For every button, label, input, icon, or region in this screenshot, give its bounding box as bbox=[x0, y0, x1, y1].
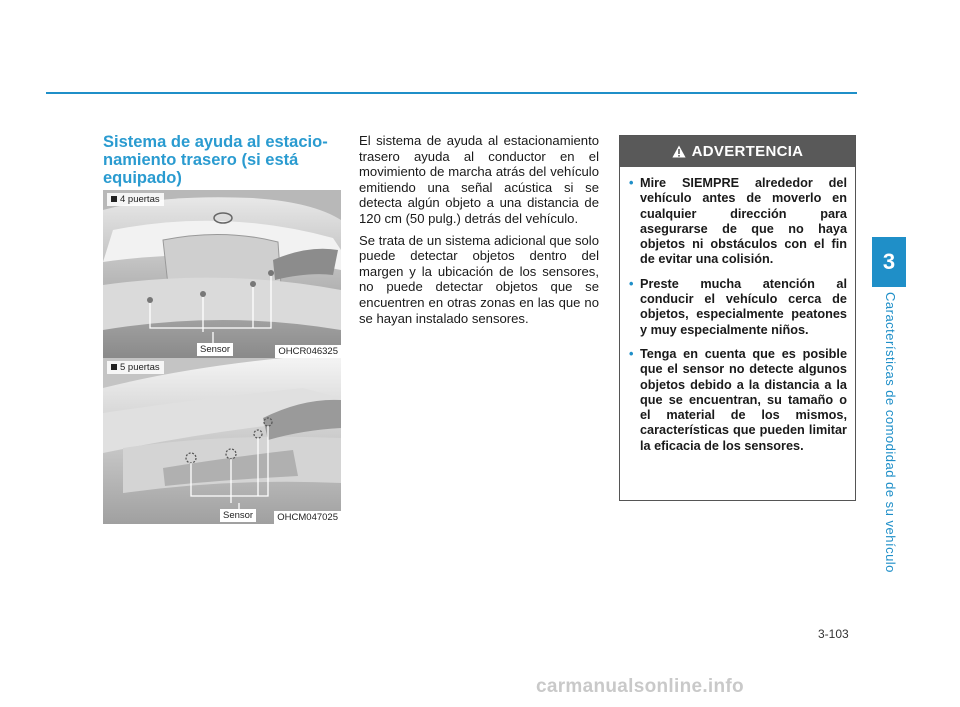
warning-triangle-icon bbox=[672, 145, 686, 158]
car-rear-4-door-illustration bbox=[103, 190, 341, 358]
header-rule bbox=[46, 92, 857, 94]
body-paragraph: Se trata de un sistema adicional que solo puede detectar objetos dentro del margen y la ubicación de los sensores, no puede detectar objetos que se encuentren en otras zonas en las que no se hayan instalado sensores. bbox=[359, 232, 599, 326]
bullet-icon: • bbox=[629, 276, 634, 291]
warning-header bbox=[620, 136, 855, 167]
body-text bbox=[359, 133, 599, 332]
warning-item-text: Mire SIEMPRE alrededor del vehículo antes de moverlo en cualquier dirección para asegurarse de que no haya objetos ni obstáculos con el fin de evitar una colisión. bbox=[640, 176, 847, 267]
warning-item-text: Preste mucha atención al conducir el vehículo cerca de objetos, especialmente peatones y muy especialmente niños. bbox=[640, 276, 847, 337]
warning-item bbox=[629, 176, 847, 268]
figure-5-door bbox=[103, 358, 341, 524]
bullet-icon: • bbox=[629, 176, 634, 190]
warning-title: ADVERTENCIA bbox=[691, 143, 804, 160]
bullet-icon: • bbox=[629, 346, 634, 361]
figure-code: OHCR046325 bbox=[275, 345, 341, 358]
figure-label-text: 5 puertas bbox=[120, 362, 160, 373]
warning-item-text: Tenga en cuenta que es posible que el sensor no detecte algunos objetos debido a la distancia a la que se encuentran, su tamaño o el material de los mismos, características que pueden limitar la eficacia de los sensores. bbox=[640, 346, 847, 453]
square-bullet-icon bbox=[111, 364, 117, 370]
body-paragraph: El sistema de ayuda al estacionamiento trasero ayuda al conductor en el movimiento de marcha atrás del vehículo emitiendo una señal acústica si se detecta algún objeto a una distancia de 120 cm (50 pulg.) detrás del vehículo. bbox=[359, 133, 599, 226]
warning-item bbox=[629, 347, 847, 454]
figure-label bbox=[107, 193, 164, 206]
watermark: carmanualsonline.info bbox=[536, 676, 744, 697]
warning-box bbox=[619, 135, 856, 501]
figure-label bbox=[107, 361, 164, 374]
sensor-label: Sensor bbox=[220, 509, 256, 522]
figure-code: OHCM047025 bbox=[274, 511, 341, 524]
car-rear-5-door-illustration bbox=[103, 358, 341, 524]
chapter-tab[interactable]: 3 bbox=[872, 237, 906, 287]
page-number: 3-103 bbox=[818, 627, 849, 641]
chapter-title: Características de comodidad de su vehículo bbox=[883, 292, 898, 573]
warning-item bbox=[629, 277, 847, 338]
warning-list bbox=[620, 167, 855, 454]
section-title: Sistema de ayuda al estacio-namiento trasero (si está equipado) bbox=[103, 133, 328, 187]
figure-4-door bbox=[103, 190, 341, 358]
figure-label-text: 4 puertas bbox=[120, 194, 160, 205]
sensor-label: Sensor bbox=[197, 343, 233, 356]
square-bullet-icon bbox=[111, 196, 117, 202]
